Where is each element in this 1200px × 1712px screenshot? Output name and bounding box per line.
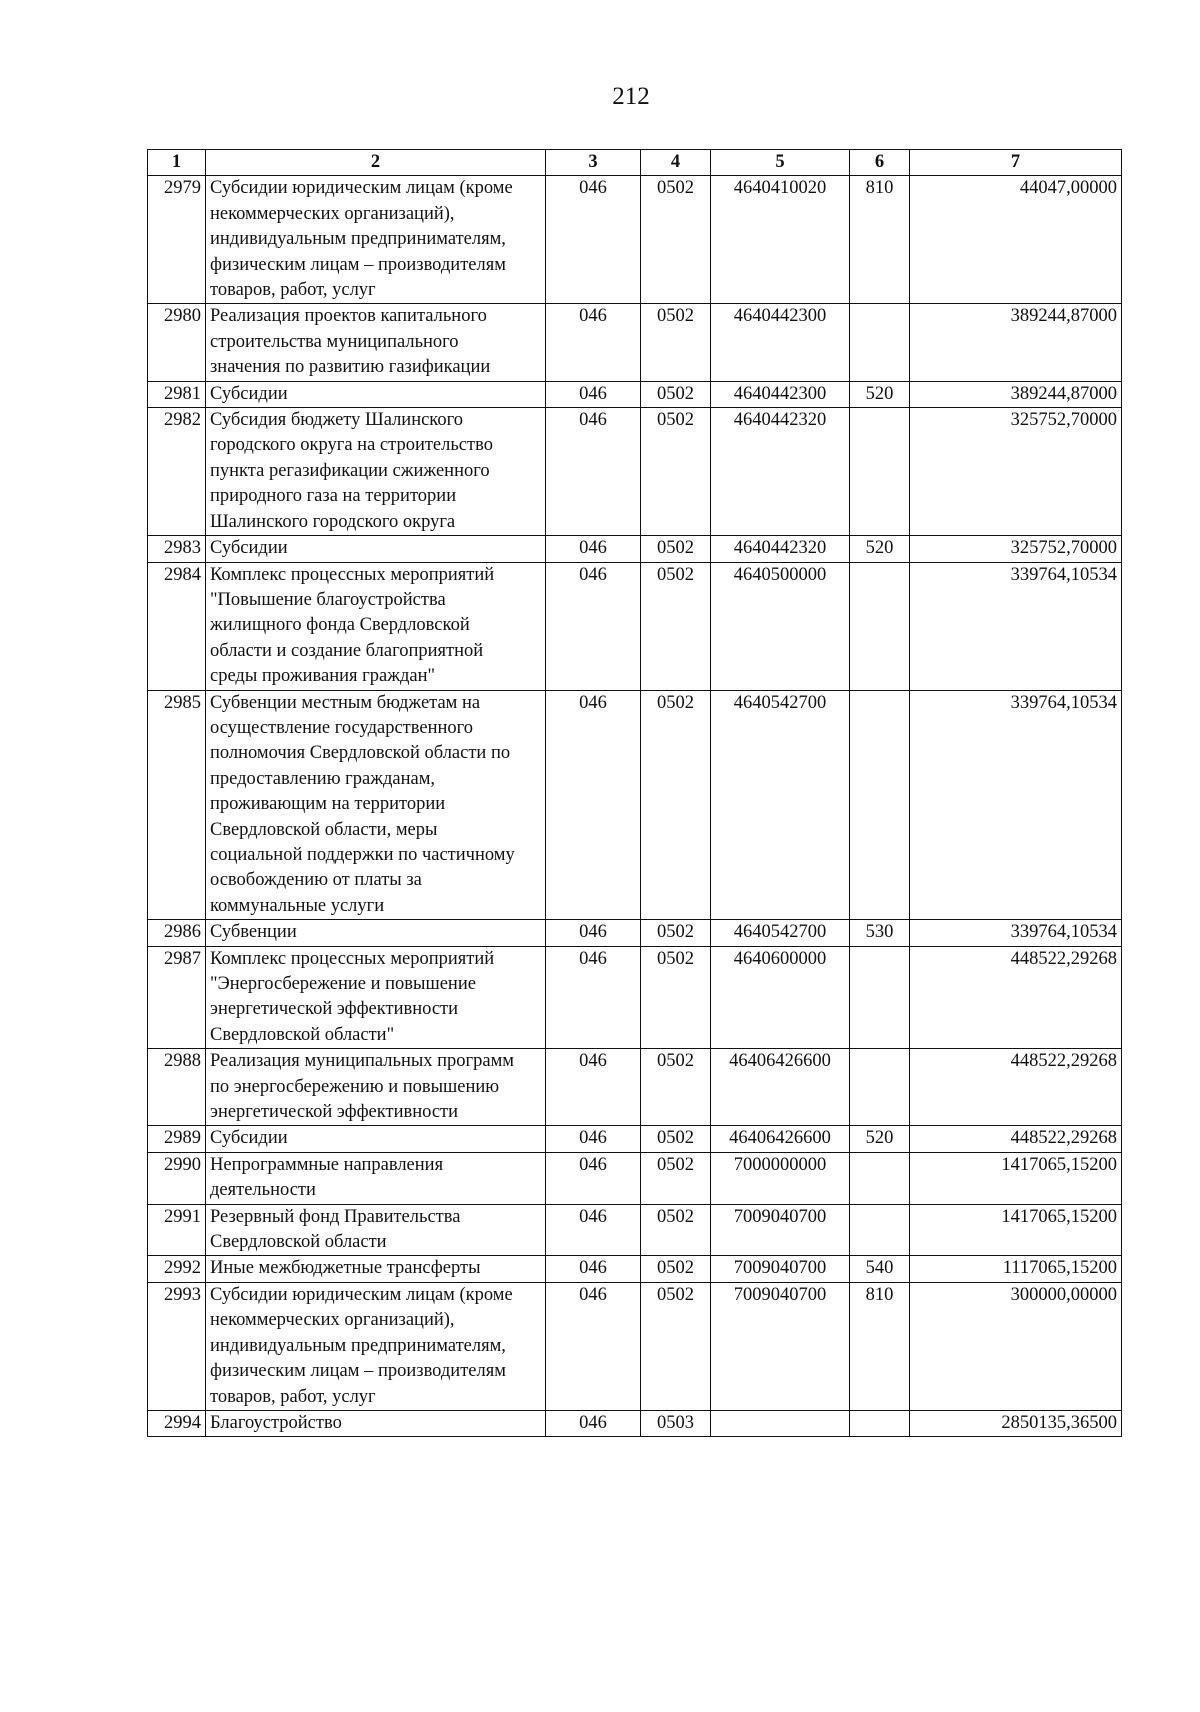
row-ministry-code: 046 [546,690,641,920]
row-section-code: 0502 [641,408,711,536]
row-expense-type: 540 [850,1256,910,1282]
row-amount: 1417065,15200 [910,1204,1122,1256]
row-section-code: 0502 [641,1049,711,1126]
row-section-code: 0502 [641,1152,711,1204]
row-expense-type [850,1204,910,1256]
row-name-line: Субсидии юридическим лицам (кроме [210,178,513,199]
row-ministry-code: 046 [546,1204,641,1256]
row-section-code: 0502 [641,1256,711,1282]
row-name-line: энергетической эффективности [210,1102,459,1123]
table-row [148,304,1122,381]
row-name-line: физическим лицам – производителям [210,254,506,275]
row-name-line: Резервный фонд Правительства [210,1206,461,1227]
row-expense-type: 810 [850,1282,910,1410]
column-header: 2 [206,150,546,176]
row-name-line: Непрограммные направления [210,1154,444,1175]
row-ministry-code: 046 [546,408,641,536]
row-name-line: городского округа на строительство [210,435,493,456]
row-expense-type [850,690,910,920]
row-name-line: Комплекс процессных мероприятий [210,564,495,585]
row-number: 2994 [148,1410,206,1436]
row-amount: 339764,10534 [910,920,1122,946]
row-target-code: 4640410020 [711,176,850,304]
row-section-code: 0502 [641,690,711,920]
row-target-code: 4640442320 [711,536,850,562]
row-amount: 339764,10534 [910,690,1122,920]
row-expense-type [850,1410,910,1436]
row-amount: 448522,29268 [910,1126,1122,1152]
row-ministry-code: 046 [546,1256,641,1282]
row-target-code: 4640542700 [711,690,850,920]
row-number: 2992 [148,1256,206,1282]
table-row [148,1410,1122,1436]
row-name [206,1152,546,1204]
row-expense-type [850,946,910,1049]
column-header: 1 [148,150,206,176]
row-section-code: 0502 [641,946,711,1049]
table-row [148,176,1122,304]
row-name [206,536,546,562]
row-name-line: деятельности [210,1180,316,1201]
row-name [206,176,546,304]
row-number: 2980 [148,304,206,381]
column-header: 7 [910,150,1122,176]
row-name-line: полномочия Свердловской области по [210,743,511,764]
row-name-line: Субсидии [210,383,288,404]
row-name-line: пункта регазификации сжиженного [210,460,490,481]
row-name [206,1282,546,1410]
row-number: 2982 [148,408,206,536]
row-name-line: предоставлению гражданам, [210,768,436,789]
row-target-code: 4640442300 [711,381,850,407]
row-ministry-code: 046 [546,381,641,407]
row-name-line: Субвенции местным бюджетам на [210,692,481,713]
row-section-code: 0502 [641,1126,711,1152]
row-target-code: 4640600000 [711,946,850,1049]
row-expense-type [850,408,910,536]
table-row [148,946,1122,1049]
row-name-line: физическим лицам – производителям [210,1361,506,1382]
row-ministry-code: 046 [546,304,641,381]
table-header-row [148,150,1122,176]
row-number: 2983 [148,536,206,562]
row-target-code: 7009040700 [711,1204,850,1256]
row-amount: 1117065,15200 [910,1256,1122,1282]
row-expense-type: 520 [850,536,910,562]
row-name [206,690,546,920]
row-target-code: 46406426600 [711,1126,850,1152]
table-body [148,176,1122,1437]
row-number: 2987 [148,946,206,1049]
row-amount: 339764,10534 [910,562,1122,690]
table-row [148,1049,1122,1126]
row-target-code: 7000000000 [711,1152,850,1204]
column-header: 4 [641,150,711,176]
row-expense-type: 530 [850,920,910,946]
row-name-line: осуществление государственного [210,717,474,738]
row-number: 2985 [148,690,206,920]
row-expense-type [850,1049,910,1126]
row-name-line: Иные межбюджетные трансферты [210,1258,481,1279]
row-number: 2990 [148,1152,206,1204]
row-name-line: строительства муниципального [210,331,459,352]
row-expense-type [850,1152,910,1204]
row-amount: 325752,70000 [910,536,1122,562]
row-ministry-code: 046 [546,1410,641,1436]
row-amount: 1417065,15200 [910,1152,1122,1204]
row-ministry-code: 046 [546,920,641,946]
row-name-line: Комплекс процессных мероприятий [210,948,495,969]
table-row [148,1282,1122,1410]
row-name-line: проживающим на территории [210,794,446,815]
row-name-line: Реализация проектов капитального [210,306,487,327]
row-amount: 325752,70000 [910,408,1122,536]
table-row [148,1152,1122,1204]
row-expense-type: 810 [850,176,910,304]
row-ministry-code: 046 [546,176,641,304]
row-ministry-code: 046 [546,536,641,562]
row-section-code: 0502 [641,562,711,690]
row-number: 2988 [148,1049,206,1126]
row-name [206,946,546,1049]
row-name-line: Субсидия бюджету Шалинского [210,410,463,431]
row-ministry-code: 046 [546,1152,641,1204]
column-header: 6 [850,150,910,176]
row-section-code: 0502 [641,381,711,407]
row-number: 2981 [148,381,206,407]
row-section-code: 0502 [641,1282,711,1410]
row-ministry-code: 046 [546,946,641,1049]
row-target-code: 4640442300 [711,304,850,381]
row-name-line: социальной поддержки по частичному [210,844,515,865]
row-amount: 2850135,36500 [910,1410,1122,1436]
row-name-line: некоммерческих организаций), [210,1310,455,1331]
row-name [206,1256,546,1282]
row-name-line: "Энергосбережение и повышение [210,974,476,994]
row-name-line: области и создание благоприятной [210,640,484,661]
row-ministry-code: 046 [546,1126,641,1152]
row-name-line: коммунальные услуги [210,895,385,916]
row-amount: 448522,29268 [910,1049,1122,1126]
row-amount: 448522,29268 [910,946,1122,1049]
row-name [206,381,546,407]
row-name-line: Благоустройство [210,1412,342,1433]
row-section-code: 0502 [641,920,711,946]
row-amount: 389244,87000 [910,304,1122,381]
row-expense-type [850,562,910,690]
row-name-line: природного газа на территории [210,486,457,507]
table-row [148,381,1122,407]
row-ministry-code: 046 [546,1282,641,1410]
row-number: 2986 [148,920,206,946]
row-target-code: 46406426600 [711,1049,850,1126]
row-name-line: освобождению от платы за [210,870,422,891]
row-amount: 389244,87000 [910,381,1122,407]
table-row [148,690,1122,920]
row-target-code [711,1410,850,1436]
row-name-line: "Повышение благоустройства [210,589,446,610]
budget-table [147,149,1122,1437]
row-target-code: 4640500000 [711,562,850,690]
row-target-code: 7009040700 [711,1256,850,1282]
row-name-line: Субсидии юридическим лицам (кроме [210,1284,513,1305]
row-name-line: Субсидии [210,1128,288,1149]
row-name-line: значения по развитию газификации [210,357,491,378]
row-number: 2991 [148,1204,206,1256]
row-name-line: Шалинского городского округа [210,511,456,532]
row-expense-type: 520 [850,1126,910,1152]
row-name [206,1049,546,1126]
row-name-line: индивидуальным предпринимателям, [210,229,506,250]
row-ministry-code: 046 [546,562,641,690]
row-name-line: Субвенции [210,922,297,943]
row-name-line: Свердловской области" [210,1024,395,1045]
row-target-code: 4640542700 [711,920,850,946]
page-number: 212 [612,83,650,110]
table-row [148,562,1122,690]
row-section-code: 0503 [641,1410,711,1436]
row-name [206,920,546,946]
row-name-line: товаров, работ, услуг [210,280,376,301]
row-name-line: по энергосбережению и повышению [210,1076,500,1097]
table-row [148,408,1122,536]
row-section-code: 0502 [641,1204,711,1256]
row-name [206,408,546,536]
row-name-line: Свердловской области, меры [210,819,438,840]
row-name-line: индивидуальным предпринимателям, [210,1335,506,1356]
row-target-code: 7009040700 [711,1282,850,1410]
table-row [148,1256,1122,1282]
row-name-line: Свердловской области [210,1232,387,1253]
table-row [148,1126,1122,1152]
row-name [206,562,546,690]
row-expense-type: 520 [850,381,910,407]
row-number: 2989 [148,1126,206,1152]
column-header: 3 [546,150,641,176]
row-name-line: Реализация муниципальных программ [210,1051,515,1072]
row-name [206,304,546,381]
row-amount: 300000,00000 [910,1282,1122,1410]
row-name-line: энергетической эффективности [210,999,459,1020]
row-name [206,1126,546,1152]
row-amount: 44047,00000 [910,176,1122,304]
table-row [148,920,1122,946]
row-name [206,1410,546,1436]
row-number: 2979 [148,176,206,304]
row-section-code: 0502 [641,536,711,562]
row-section-code: 0502 [641,176,711,304]
row-section-code: 0502 [641,304,711,381]
row-name-line: Субсидии [210,538,288,559]
row-name-line: среды проживания граждан" [210,666,436,687]
row-number: 2984 [148,562,206,690]
table-row [148,1204,1122,1256]
row-name-line: жилищного фонда Свердловской [210,615,470,636]
table-row [148,536,1122,562]
row-target-code: 4640442320 [711,408,850,536]
row-name [206,1204,546,1256]
row-name-line: некоммерческих организаций), [210,203,455,224]
row-name-line: товаров, работ, услуг [210,1386,376,1407]
row-number: 2993 [148,1282,206,1410]
column-header: 5 [711,150,850,176]
row-expense-type [850,304,910,381]
row-ministry-code: 046 [546,1049,641,1126]
